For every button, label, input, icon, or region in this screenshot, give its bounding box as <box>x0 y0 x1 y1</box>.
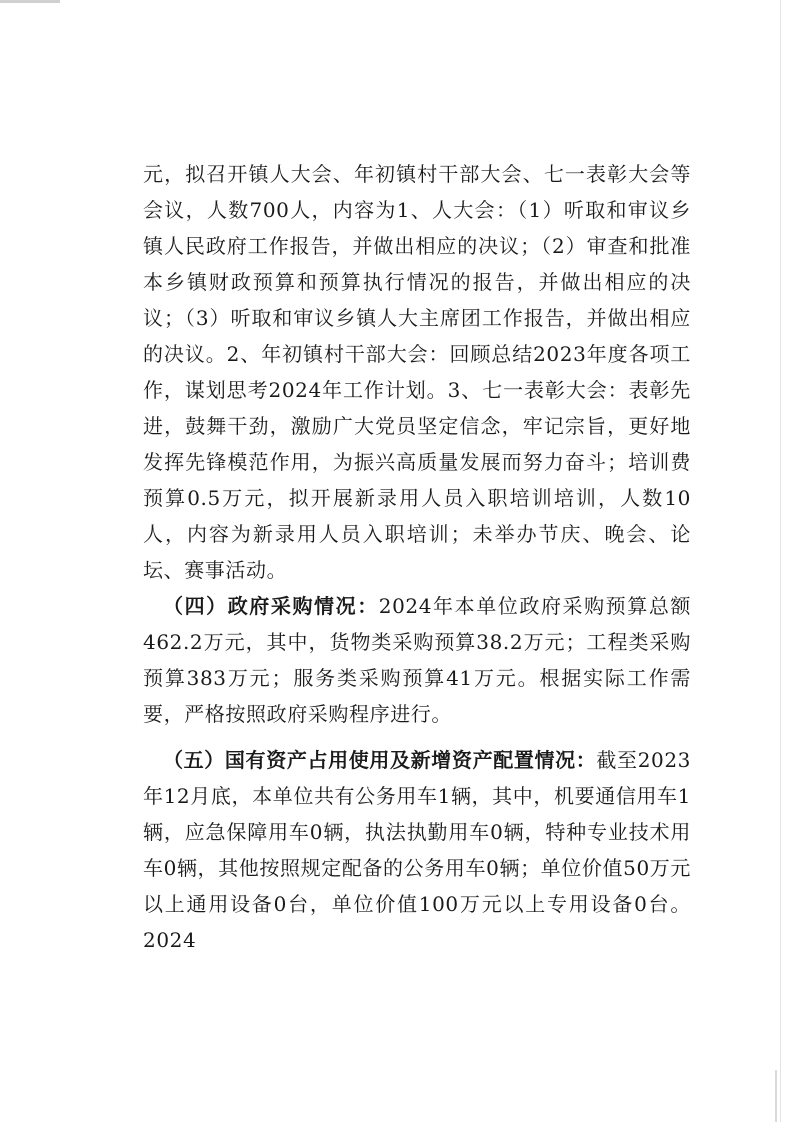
scan-edge-mark <box>775 1070 777 1122</box>
section-heading-procurement: （四）政府采购情况： <box>163 594 379 618</box>
paragraph-text: 元，拟召开镇人大会、年初镇村干部大会、七一表彰大会等会议，人数700人，内容为1、人大会：（1）听取和审议乡镇人民政府工作报告，并做出相应的决议；（2）审查和批准本乡镇财政预算和预算执行情况的报告，并做出相应的决议；（3）听取和审议乡镇人大主席团工作报告，并做出相应的决议。2、年初镇村干部大会：回顾总结2023年度各项工作，谋划思考2024年工作计划。3、七一表彰大会：表彰先进，鼓舞干劲，激励广大党员坚定信念，牢记宗旨，更好地发挥先锋模范作用，为振兴高质量发展而努力奋斗；培训费预算0.5万元，拟开展新录用人员入职培训培训，人数10人，内容为新录用人员入职培训；未举办节庆、晚会、论坛、赛事活动。 <box>143 162 691 582</box>
paragraph-text: 2024年本单位政府采购预算总额462.2万元，其中，货物类采购预算38.2万元；工程类采购预算383万元；服务类采购预算41万元。根据实际工作需要，严格按照政府采购程序进行。 <box>143 594 692 726</box>
paragraph-meetings <box>143 156 691 588</box>
paragraph-text: 截至2023年12月底，本单位共有公务用车1辆，其中，机要通信用车1辆，应急保障用车0辆，执法执勤用车0辆，特种专业技术用车0辆，其他按照规定配备的公务用车0辆；单位价值50万元以上通用设备0台，单位价值100万元以上专用设备0台。2024 <box>143 748 691 952</box>
section-heading-assets: （五）国有资产占用使用及新增资产配置情况： <box>163 748 597 772</box>
scan-top-mark <box>0 0 60 3</box>
scan-right-edge <box>780 0 781 1122</box>
paragraph-procurement <box>143 588 691 732</box>
document-page <box>143 156 691 958</box>
paragraph-assets <box>143 742 691 958</box>
